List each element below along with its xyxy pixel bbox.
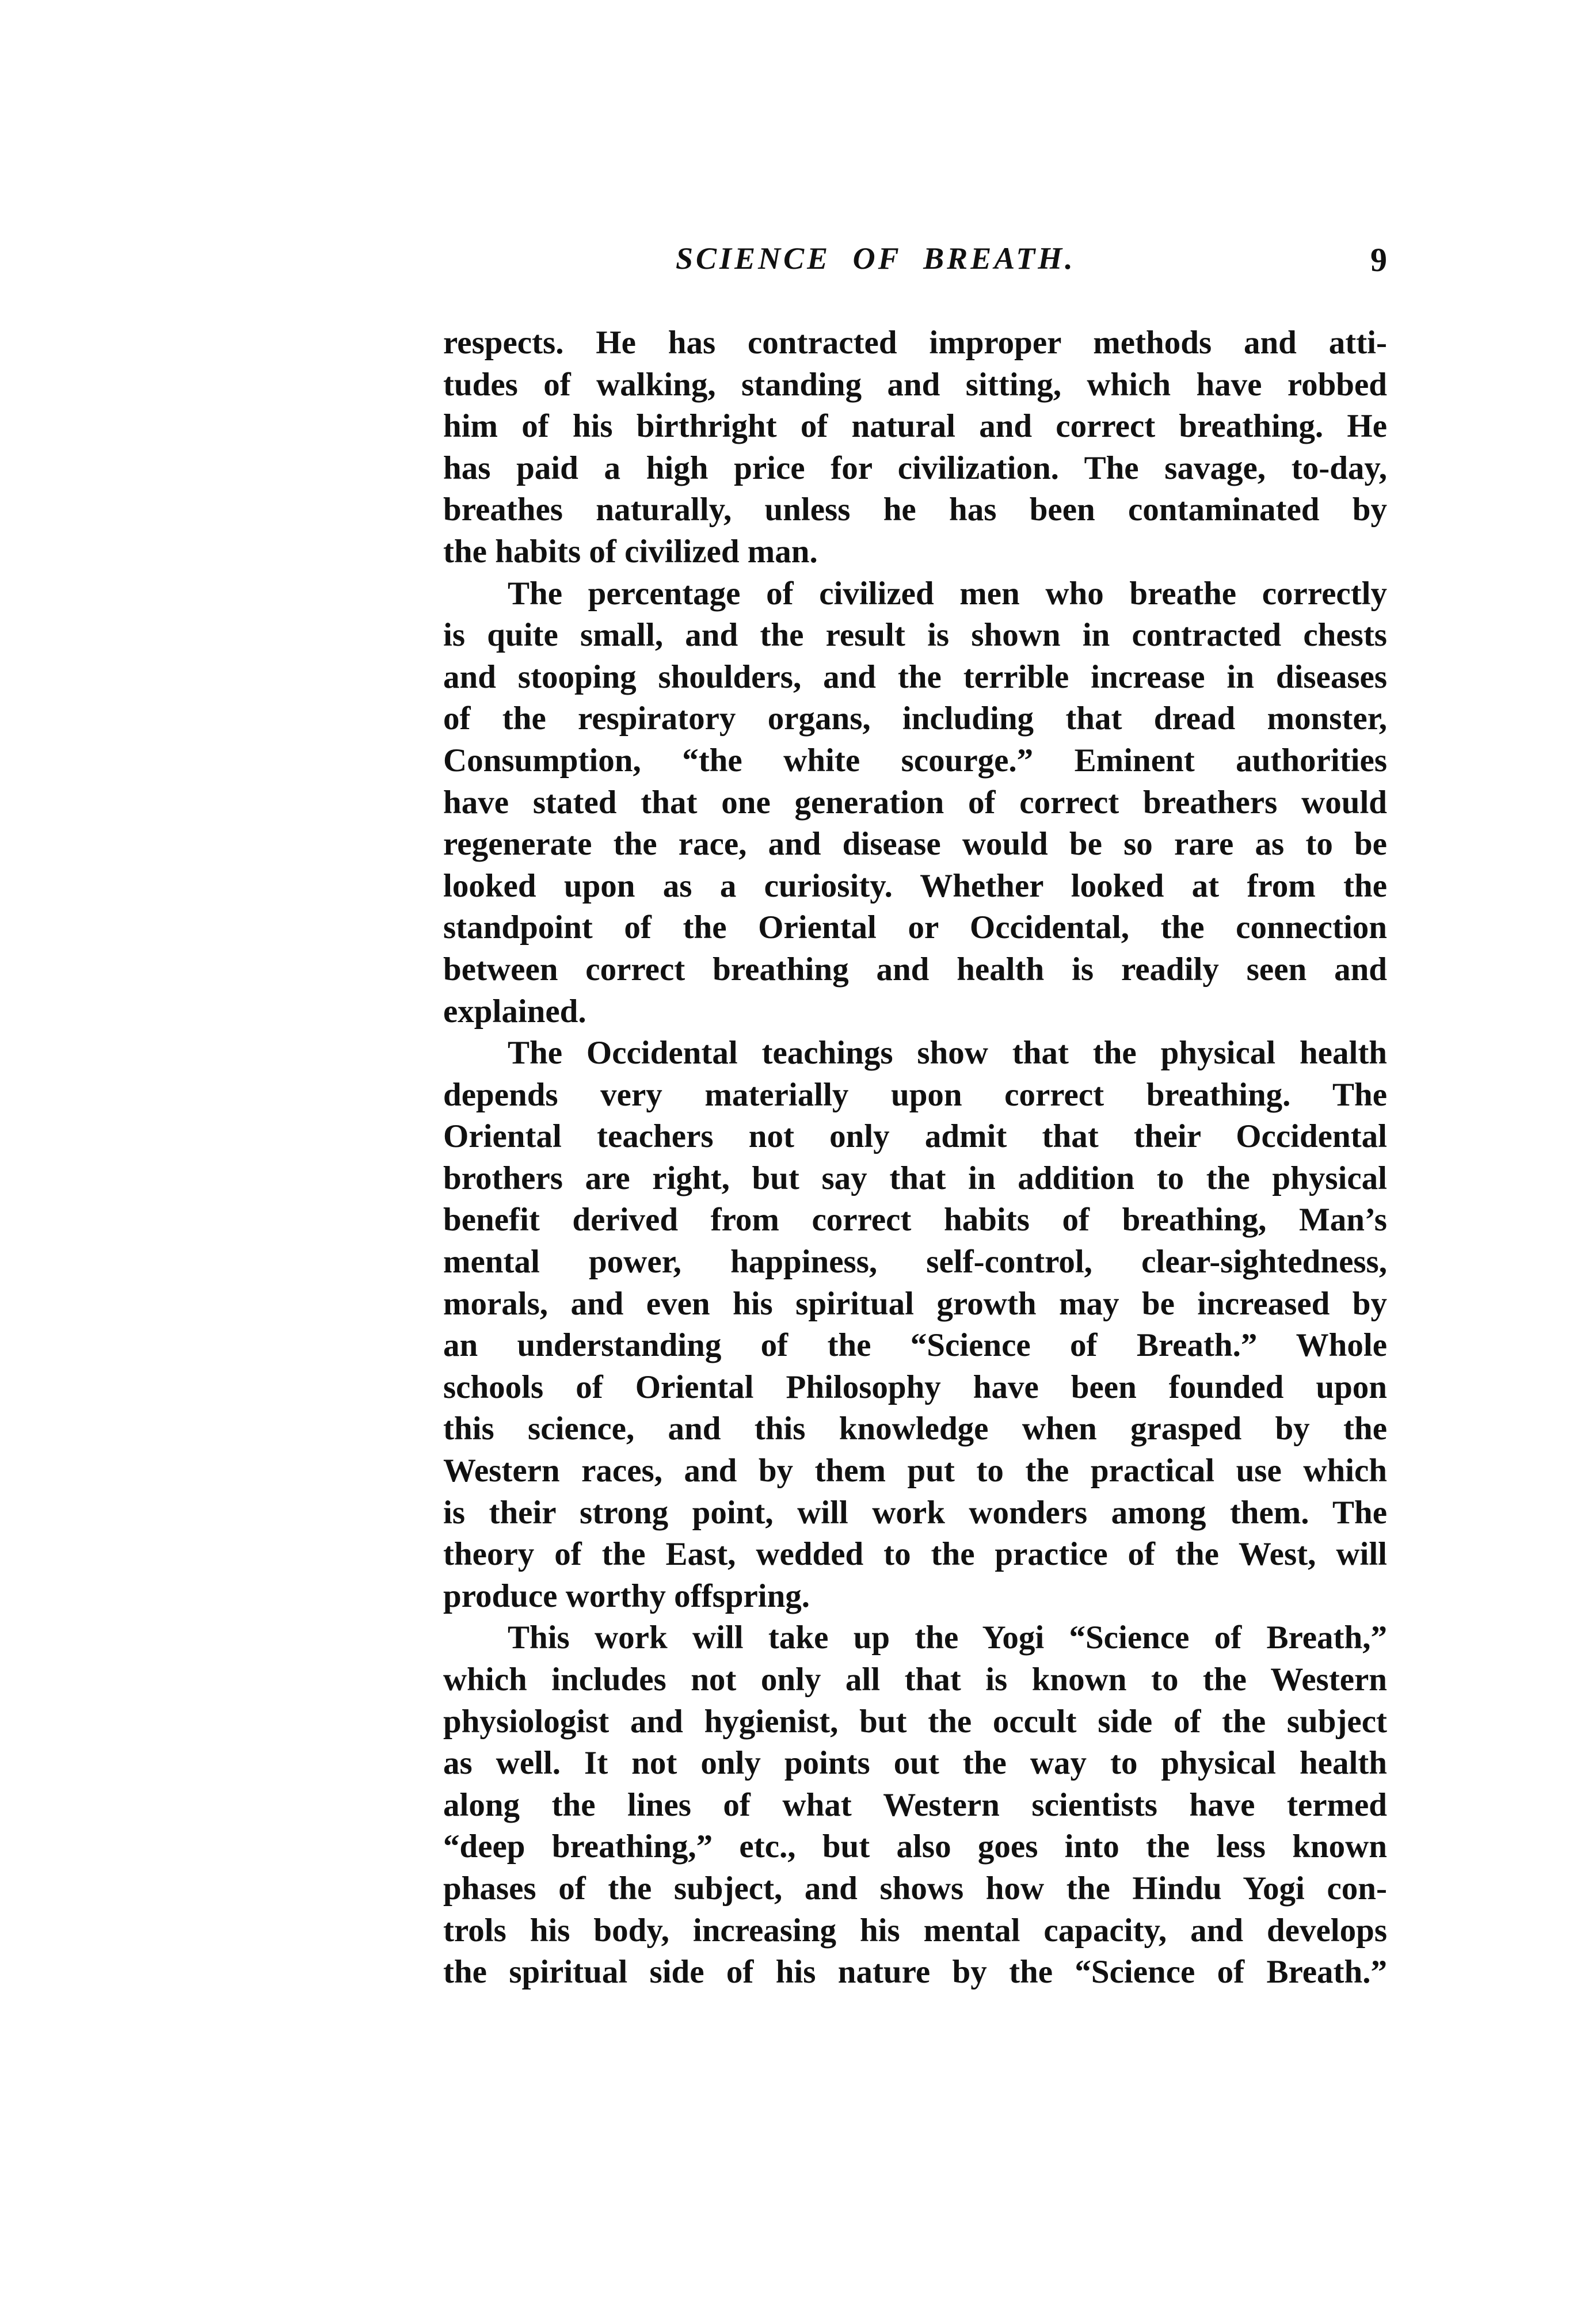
page-header: [443, 241, 1387, 287]
text-line: depends very materially upon correct breathing. The: [443, 1076, 1387, 1113]
text-line: The percentage of civilized men who breathe correctly: [508, 575, 1387, 612]
text-line: explained.: [443, 993, 586, 1030]
text-line: Oriental teachers not only admit that their Occidental: [443, 1118, 1387, 1155]
page-number: 9: [1370, 241, 1387, 279]
text-line: and stooping shoulders, and the terrible increase in diseases: [443, 658, 1387, 695]
text-line: trols his body, increasing his mental capacity, and develops: [443, 1912, 1387, 1949]
paragraph: [443, 1617, 1387, 1993]
text-line: morals, and even his spiritual growth may be increased by: [443, 1285, 1387, 1322]
text-line: as well. It not only points out the way to physical health: [443, 1745, 1387, 1782]
text-line: him of his birthright of natural and correct breathing. He: [443, 408, 1387, 445]
text-line: physiologist and hygienist, but the occult side of the subject: [443, 1703, 1387, 1740]
text-line: theory of the East, wedded to the practice of the West, will: [443, 1536, 1387, 1573]
text-line: phases of the subject, and shows how the Hindu Yogi con-: [443, 1870, 1387, 1907]
text-line: Consumption, “the white scourge.” Eminent authorities: [443, 742, 1387, 779]
text-line: is their strong point, will work wonders among them. The: [443, 1494, 1387, 1531]
text-line: the habits of civilized man.: [443, 533, 818, 570]
body-text: [443, 322, 1387, 1994]
text-line: mental power, happiness, self-control, clear-sightedness,: [443, 1244, 1387, 1280]
text-line: have stated that one generation of correct breathers would: [443, 784, 1387, 821]
text-line: Western races, and by them put to the practical use which: [443, 1453, 1387, 1489]
paragraph: [443, 322, 1387, 573]
text-line: breathes naturally, unless he has been contaminated by: [443, 491, 1387, 528]
paragraph: [443, 1032, 1387, 1617]
text-line: The Occidental teachings show that the physical health: [508, 1035, 1387, 1072]
running-title: SCIENCE OF BREATH.: [676, 241, 1076, 276]
text-line: regenerate the race, and disease would be so rare as to be: [443, 826, 1387, 863]
text-line: benefit derived from correct habits of breathing, Man’s: [443, 1202, 1387, 1238]
text-line: tudes of walking, standing and sitting, which have robbed: [443, 366, 1387, 403]
text-line: which includes not only all that is known to the Western: [443, 1661, 1387, 1698]
text-line: standpoint of the Oriental or Occidental, the connection: [443, 909, 1387, 946]
text-line: along the lines of what Western scientists have termed: [443, 1786, 1387, 1823]
text-line: schools of Oriental Philosophy have been founded upon: [443, 1369, 1387, 1405]
text-line: is quite small, and the result is shown in contracted chests: [443, 617, 1387, 654]
text-line: brothers are right, but say that in addition to the physical: [443, 1160, 1387, 1196]
paragraph: [443, 573, 1387, 1033]
text-line: This work will take up the Yogi “Science of Breath,”: [508, 1619, 1387, 1656]
text-line: between correct breathing and health is readily seen and: [443, 951, 1387, 988]
text-line: produce worthy offspring.: [443, 1577, 810, 1614]
text-line: has paid a high price for civilization. The savage, to-day,: [443, 449, 1387, 486]
text-line: respects. He has contracted improper methods and atti-: [443, 325, 1387, 361]
text-line: of the respiratory organs, including that dread monster,: [443, 700, 1387, 737]
text-line: looked upon as a curiosity. Whether looked at from the: [443, 867, 1387, 904]
text-line: an understanding of the “Science of Breath.” Whole: [443, 1327, 1387, 1364]
text-line: the spiritual side of his nature by the “Science of Breath.”: [443, 1954, 1387, 1991]
text-line: this science, and this knowledge when grasped by the: [443, 1411, 1387, 1447]
text-line: “deep breathing,” etc., but also goes into the less known: [443, 1828, 1387, 1865]
